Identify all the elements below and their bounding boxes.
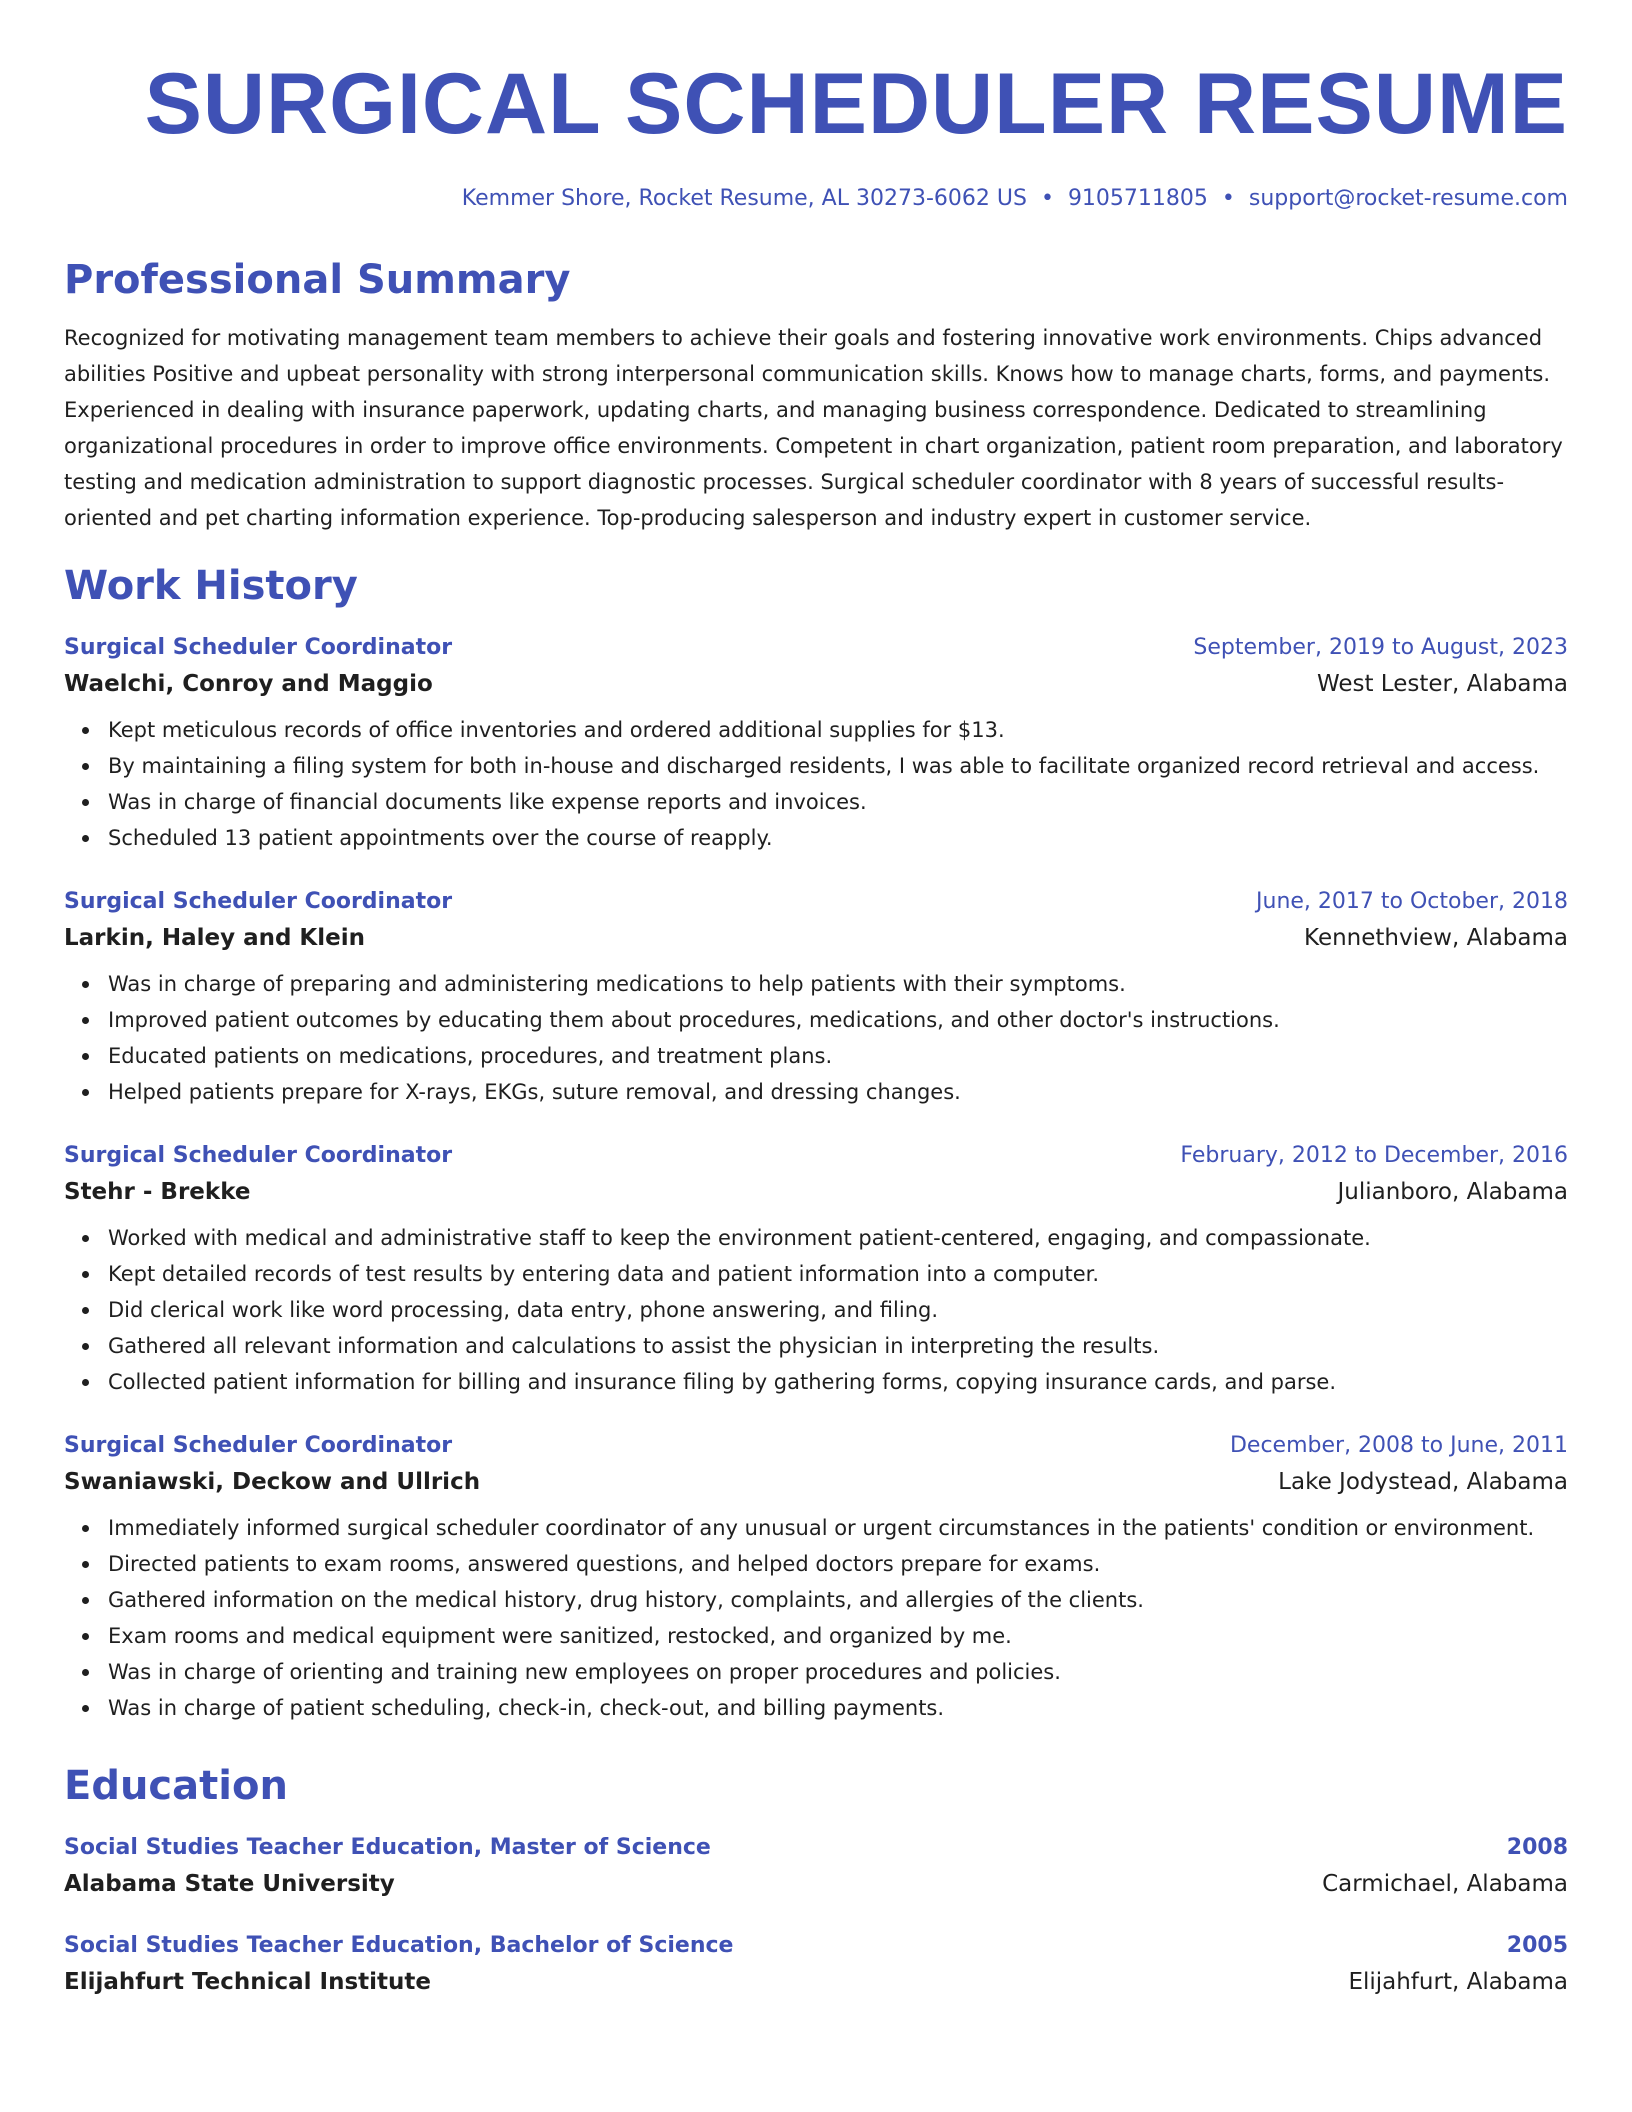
job-dates: September, 2019 to August, 2023 (1193, 635, 1568, 660)
job-bullet: Collected patient information for billing and insurance filing by gathering forms, copying insurance cards, and parse. (108, 1364, 1568, 1400)
job-bullet: Immediately informed surgical scheduler coordinator of any unusual or urgent circumstances in the patients' condition or environment. (108, 1510, 1568, 1546)
contact-line (64, 184, 1568, 214)
summary-text: Recognized for motivating management team members to achieve their goals and fostering innovative work environments. Chips advanced abilities Positive and upbeat personality with strong interpersonal communication skills. Knows how to manage charts, forms, and payments. Experienced in dealing with insurance paperwork, updating charts, and managing business correspondence. Dedicated to streamlining organizational procedures in order to improve office environments. Competent in chart organization, patient room preparation, and laboratory testing and medication administration to support diagnostic processes. Surgical scheduler coordinator with 8 years of successful results-oriented and pet charting information experience. Top-producing salesperson and industry expert in customer service. (64, 326, 1563, 530)
resume-title: SURGICAL SCHEDULER RESUME (144, 56, 1568, 152)
job-bullet: Was in charge of patient scheduling, check-in, check-out, and billing payments. (108, 1690, 1568, 1726)
job-bullet: By maintaining a filing system for both in-house and discharged residents, I was able to facilitate organized record retrieval and access. (108, 748, 1568, 784)
job-entry (64, 632, 1568, 856)
job-dates: June, 2017 to October, 2018 (1256, 889, 1568, 914)
contact-separator: • (1040, 186, 1054, 211)
education-school: Alabama State University (64, 1871, 395, 1897)
job-location: West Lester, Alabama (1316, 671, 1568, 697)
summary-heading: Professional Summary (64, 257, 571, 303)
job-bullet: Educated patients on medications, procedures, and treatment plans. (108, 1038, 1568, 1074)
job-bullet: Exam rooms and medical equipment were sanitized, restocked, and organized by me. (108, 1618, 1568, 1654)
job-dates: February, 2012 to December, 2016 (1180, 1143, 1568, 1168)
contact-address: Kemmer Shore, Rocket Resume, AL 30273-6062 US (461, 186, 1027, 211)
job-bullet: Gathered information on the medical history, drug history, complaints, and allergies of the clients. (108, 1582, 1568, 1618)
job-bullet: Improved patient outcomes by educating them about procedures, medications, and other doctor's instructions. (108, 1002, 1568, 1038)
job-bullet: Scheduled 13 patient appointments over the course of reapply. (108, 820, 1568, 856)
job-bullets (64, 1220, 1568, 1400)
education-entry (64, 1832, 1568, 1902)
education-location: Elijahfurt, Alabama (1348, 1969, 1568, 1995)
job-bullet: Did clerical work like word processing, data entry, phone answering, and filing. (108, 1292, 1568, 1328)
contact-phone: 9105711805 (1067, 186, 1208, 211)
job-bullet: Was in charge of preparing and administering medications to help patients with their symptoms. (108, 966, 1568, 1002)
job-company: Swaniawski, Deckow and Ullrich (64, 1469, 481, 1495)
job-bullet: Kept meticulous records of office inventories and ordered additional supplies for $13. (108, 712, 1568, 748)
education-year: 2008 (1506, 1835, 1568, 1860)
contact-separator: • (1221, 186, 1235, 211)
job-company: Waelchi, Conroy and Maggio (64, 671, 433, 697)
job-bullet: Gathered all relevant information and calculations to assist the physician in interpreting the results. (108, 1328, 1568, 1364)
job-bullet: Was in charge of financial documents like expense reports and invoices. (108, 784, 1568, 820)
job-company: Larkin, Haley and Klein (64, 925, 365, 951)
job-role: Surgical Scheduler Coordinator (64, 1433, 453, 1458)
job-location: Julianboro, Alabama (1337, 1179, 1568, 1205)
job-entry (64, 1430, 1568, 1726)
job-entry (64, 886, 1568, 1110)
job-location: Kennethview, Alabama (1304, 925, 1568, 951)
job-bullet: Helped patients prepare for X-rays, EKGs, suture removal, and dressing changes. (108, 1074, 1568, 1110)
job-location: Lake Jodystead, Alabama (1278, 1469, 1568, 1495)
job-bullet: Worked with medical and administrative staff to keep the environment patient-centered, engaging, and compassionate. (108, 1220, 1568, 1256)
job-role: Surgical Scheduler Coordinator (64, 889, 453, 914)
job-company: Stehr - Brekke (64, 1179, 251, 1205)
job-role: Surgical Scheduler Coordinator (64, 635, 453, 660)
job-bullets (64, 1510, 1568, 1726)
job-bullet: Kept detailed records of test results by entering data and patient information into a computer. (108, 1256, 1568, 1292)
education-degree: Social Studies Teacher Education, Bachelor of Science (64, 1933, 734, 1958)
education-school: Elijahfurt Technical Institute (64, 1969, 431, 1995)
education-year: 2005 (1506, 1933, 1568, 1958)
job-bullet: Directed patients to exam rooms, answered questions, and helped doctors prepare for exams. (108, 1546, 1568, 1582)
education-degree: Social Studies Teacher Education, Master of Science (64, 1835, 711, 1860)
job-bullet: Was in charge of orienting and training new employees on proper procedures and policies. (108, 1654, 1568, 1690)
work-history-heading: Work History (64, 563, 358, 609)
job-bullets (64, 712, 1568, 856)
contact-email[interactable]: support@rocket-resume.com (1248, 186, 1568, 211)
job-entry (64, 1140, 1568, 1400)
education-location: Carmichael, Alabama (1322, 1871, 1568, 1897)
education-entry (64, 1930, 1568, 2000)
job-dates: December, 2008 to June, 2011 (1229, 1433, 1568, 1458)
education-heading: Education (64, 1763, 288, 1809)
job-bullets (64, 966, 1568, 1110)
job-role: Surgical Scheduler Coordinator (64, 1143, 453, 1168)
